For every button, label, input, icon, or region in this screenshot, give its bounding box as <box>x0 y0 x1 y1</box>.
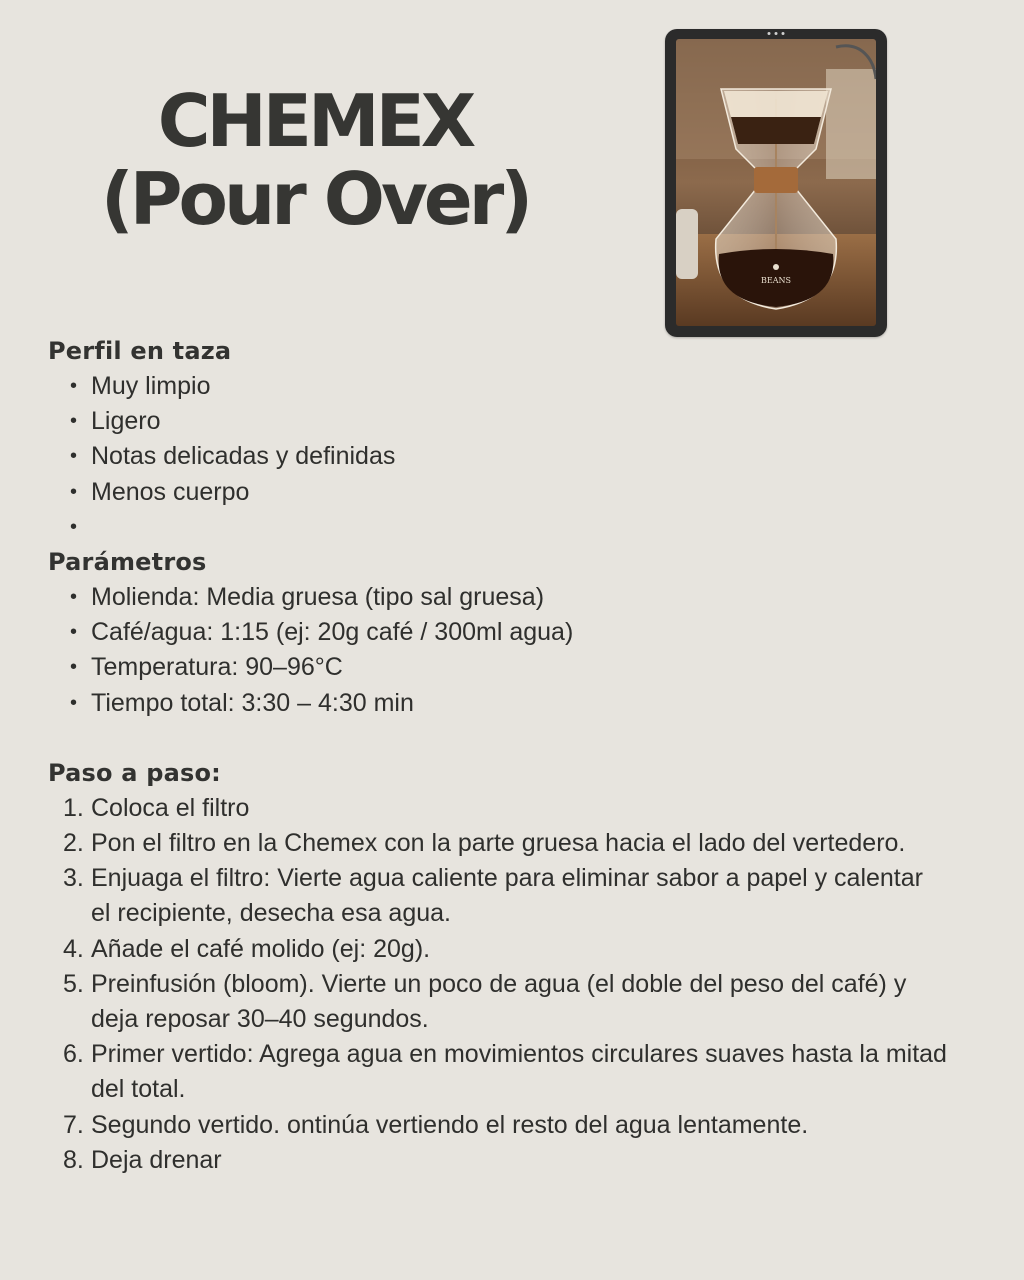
list-item: • Muy limpio <box>48 369 948 404</box>
list-item: • Menos cuerpo <box>48 475 948 510</box>
step-number: 3. <box>63 864 84 893</box>
pasos-heading: Paso a paso: <box>48 758 221 787</box>
title-line-1: CHEMEX <box>157 79 473 163</box>
step-item <box>48 932 948 967</box>
perfil-heading: Perfil en taza <box>48 337 232 365</box>
step-number: 5. <box>63 969 84 998</box>
step-number: 2. <box>63 828 84 857</box>
perfil-list <box>48 369 948 545</box>
step-item <box>48 967 948 1037</box>
step-item <box>48 861 948 931</box>
list-item: • Molienda: Media gruesa (tipo sal gruesa) <box>48 580 948 615</box>
list-item: • Café/agua: 1:15 (ej: 20g café / 300ml agua) <box>48 615 948 650</box>
page-title <box>80 79 550 241</box>
step-text: Enjuaga el filtro: Vierte agua caliente para eliminar sabor a papel y calentar el recipiente, desecha esa agua. <box>91 864 923 928</box>
step-number: 8. <box>63 1145 84 1174</box>
step-item <box>48 1143 948 1178</box>
list-item: • Tiempo total: 3:30 – 4:30 min <box>48 686 948 721</box>
parametros-heading: Parámetros <box>48 547 207 576</box>
step-text: Deja drenar <box>91 1145 222 1174</box>
tablet-frame <box>665 29 887 337</box>
step-text: Pon el filtro en la Chemex con la parte gruesa hacia el lado del vertedero. <box>91 828 906 857</box>
step-number: 1. <box>63 793 84 822</box>
step-text: Preinfusión (bloom). Vierte un poco de agua (el doble del peso del café) y deja reposar 30–40 segundos. <box>91 969 907 1033</box>
brand-label: BEANS <box>761 276 791 285</box>
step-item <box>48 791 948 826</box>
step-text: Coloca el filtro <box>91 793 250 822</box>
chemex-coffee-photo <box>676 39 876 326</box>
step-item <box>48 826 948 861</box>
step-item <box>48 1108 948 1143</box>
step-text: Primer vertido: Agrega agua en movimientos circulares suaves hasta la mitad del total. <box>91 1040 947 1104</box>
pasos-list <box>48 791 948 1178</box>
title-line-2: (Pour Over) <box>100 157 530 241</box>
parametros-list <box>48 580 948 721</box>
list-item: • Ligero <box>48 404 948 439</box>
step-item <box>48 1037 948 1107</box>
step-text: Segundo vertido. ontinúa vertiendo el resto del agua lentamente. <box>91 1110 809 1139</box>
step-number: 4. <box>63 934 84 963</box>
list-item: • Temperatura: 90–96°C <box>48 650 948 685</box>
list-item <box>48 510 948 545</box>
step-text: Añade el café molido (ej: 20g). <box>91 934 431 963</box>
list-item: • Notas delicadas y definidas <box>48 439 948 474</box>
recipe-content <box>48 334 948 1178</box>
tablet-camera <box>768 32 785 35</box>
step-number: 6. <box>63 1040 84 1069</box>
step-number: 7. <box>63 1110 84 1139</box>
